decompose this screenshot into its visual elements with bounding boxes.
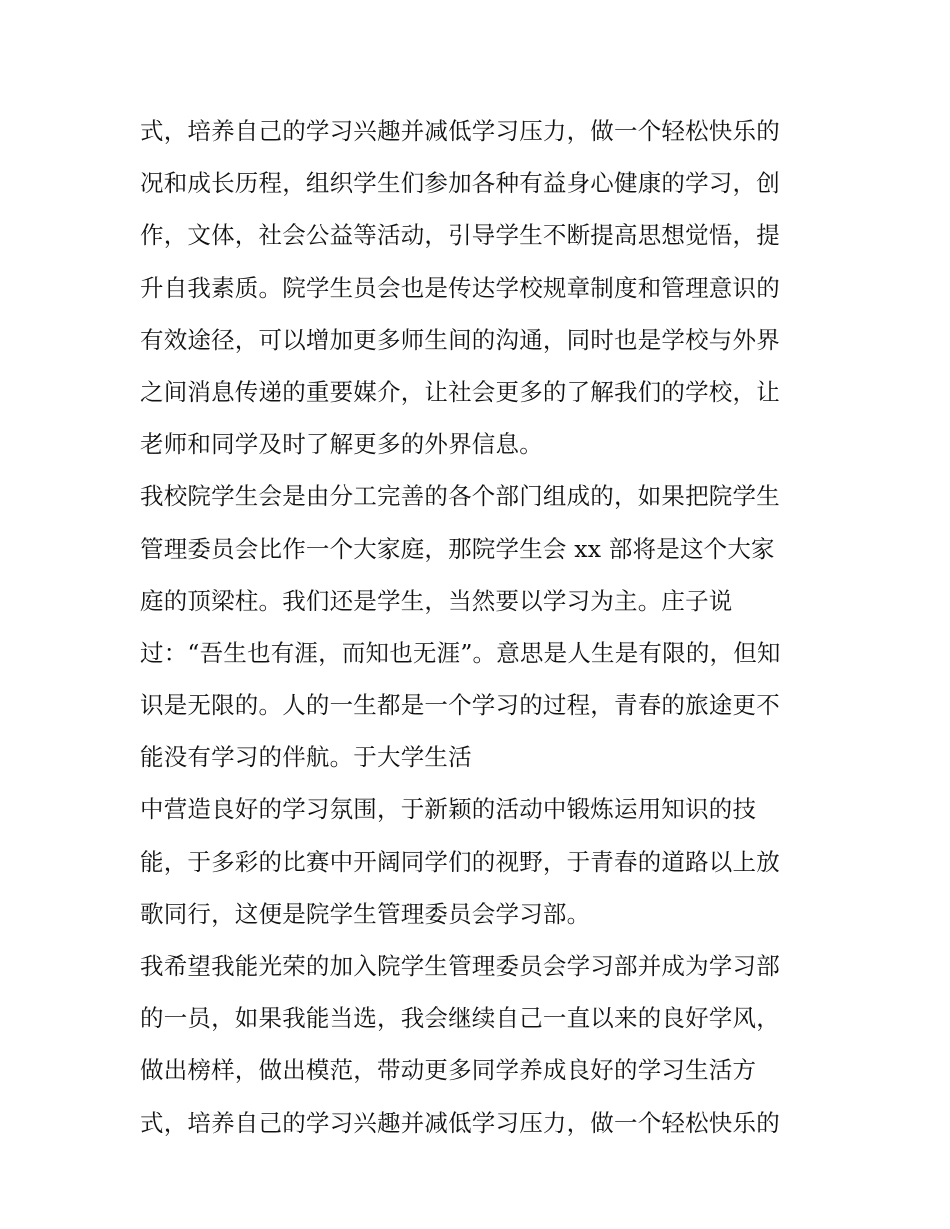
text-line: 况和成长历程，组织学生们参加各种有益身心健康的学习，创 — [140, 169, 780, 198]
text-line: 做出榜样，做出模范，带动更多同学养成良好的学习生活方 — [140, 1056, 757, 1085]
document-body — [140, 108, 830, 1152]
text-line: 我校院学生会是由分工完善的各个部门组成的，如果把院学生 — [140, 482, 780, 511]
text-line: 庭的顶梁柱。我们还是学生，当然要以学习为主。庄子说 — [140, 586, 733, 615]
text-line: 中营造良好的学习氛围，于新颖的活动中锻炼运用知识的技 — [140, 795, 757, 824]
text-line: 识是无限的。人的一生都是一个学习的过程，青春的旅途更不 — [140, 691, 780, 720]
text-line: 升自我素质。院学生员会也是传达学校规章制度和管理意识的 — [140, 273, 780, 302]
text-line: 的一员，如果我能当选，我会继续自己一直以来的良好学风， — [140, 1004, 780, 1033]
text-line: 作，文体，社会公益等活动，引导学生不断提高思想觉悟，提 — [140, 221, 780, 250]
text-line: 老师和同学及时了解更多的外界信息。 — [140, 430, 543, 459]
text-line: 过：“吾生也有涯，而知也无涯”。意思是人生是有限的，但知 — [140, 638, 781, 667]
text-line: 式，培养自己的学习兴趣并减低学习压力，做一个轻松快乐的 — [140, 1108, 780, 1137]
text-line: 我希望我能光荣的加入院学生管理委员会学习部并成为学习部 — [140, 952, 780, 980]
text-line: 能没有学习的伴航。于大学生活 — [140, 743, 472, 772]
text-line: 有效途径，可以增加更多师生间的沟通，同时也是学校与外界 — [140, 325, 780, 354]
text-line: 管理委员会比作一个大家庭，那院学生会 xx 部将是这个大家 — [140, 534, 775, 563]
text-line: 式，培养自己的学习兴趣并减低学习压力，做一个轻松快乐的 — [140, 117, 780, 145]
text-line: 之间消息传递的重要媒介，让社会更多的了解我们的学校，让 — [140, 377, 780, 406]
text-line: 歌同行，这便是院学生管理委员会学习部。 — [140, 899, 591, 928]
text-line: 能，于多彩的比赛中开阔同学们的视野，于青春的道路以上放 — [140, 847, 780, 876]
